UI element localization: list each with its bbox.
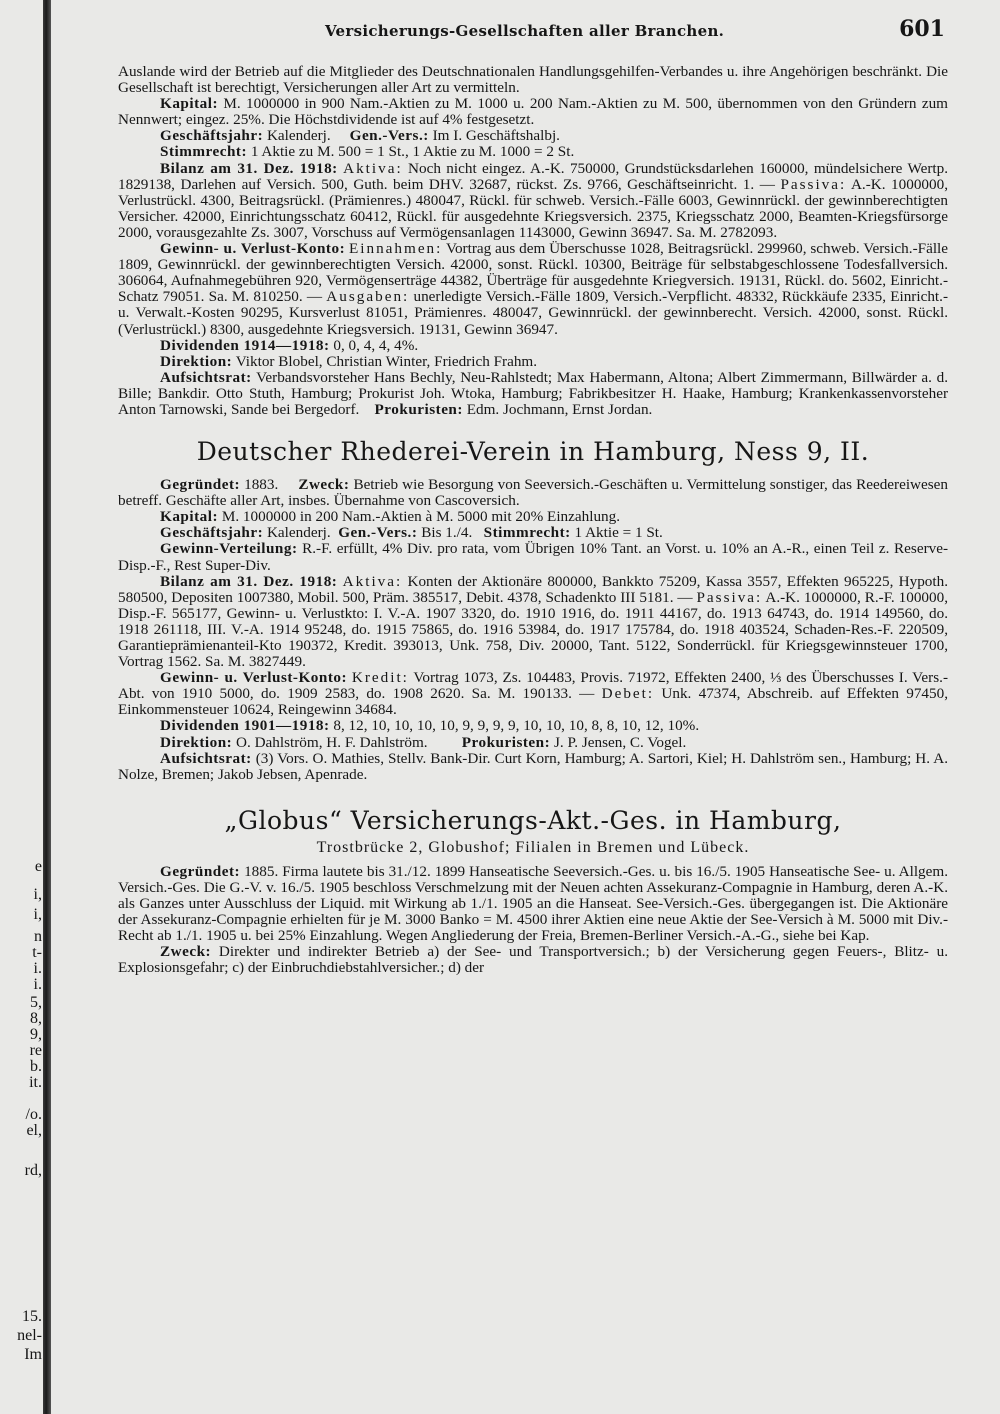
field-label: Direktion: xyxy=(160,352,233,370)
field-label: Gen.-Vers.: xyxy=(338,524,418,542)
ausgaben-label: Ausgaben: xyxy=(326,288,410,306)
field-label: Aufsichtsrat: xyxy=(160,749,252,767)
field-text: Unk. 47374, Abschreib. auf Effekten 97450, Einkommensteuer 10624, Reingewinn 34684. xyxy=(118,685,949,719)
field-text: 1885. Firma lautete bis 31./12. 1899 Hanseatische Seeversich.-Ges. u. bis 16./5. 1905 Hanseatische See- u. Allgem. Versich.-Ges. Die G.-V. v. 16./5. 1905 beschloss Verschmelzung mit der Neuen achten Assekuranz-Compagnie in Hamburg, deren A.-K. als Ganzes unter Ausschluss der Liquid. mit Wirkung ab 1./1. 1905 an die Hanseat. See-Versich.-Ges. übergegangen ist. Die Aktionäre der Assekuranz-Compagnie erhielten für je M. 3000 Banko = M. 4500 ihrer Aktien eine neue Aktie der See-Versich à M. 5000 mit Div.-Recht ab 1./1. 1905 u. bei 25% Einzahlung. Wegen Angliederung der Freia, Bremen-Berliner Versich.-A.-G., siehe bei Kap. xyxy=(118,862,949,945)
field-label: Gegründet: xyxy=(160,862,241,880)
margin-fragment: Im xyxy=(24,1346,42,1363)
margin-fragment: 9, xyxy=(30,1026,42,1043)
kapital-paragraph xyxy=(118,96,948,128)
field-text: Konten der Aktionäre 800000, Bankkto 75209, Kassa 3557, Effekten 965225, Hypoth. 580500, Depositen 1007380, Mobil. 500, Präm. 385517, Debit. 4378, Schadenkto III 5181. — xyxy=(118,572,949,606)
field-text: Direkter und indirekter Betrieb a) der See- und Transportversich.; b) der Versicherung gegen Feuers-, Blitz- u. Explosionsgefahr; c) der Einbruchdiebstahlversicher.; d) der xyxy=(118,943,948,977)
field-label: Prokuristen: xyxy=(461,733,551,751)
margin-fragment: e xyxy=(34,858,42,875)
debet-label: Debet: xyxy=(601,685,655,703)
margin-fragment: 8, xyxy=(30,1010,42,1027)
margin-fragment: n xyxy=(34,928,42,945)
field-text: 0, 0, 4, 4, 4%. xyxy=(333,336,419,354)
gegruendet-paragraph xyxy=(118,864,948,944)
gegruendet-paragraph xyxy=(118,477,948,509)
field-text: 1 Aktie = 1 St. xyxy=(574,524,663,542)
margin-fragment: i. xyxy=(33,976,42,993)
margin-fragment: re xyxy=(29,1042,42,1059)
zweck-paragraph xyxy=(118,944,948,976)
field-text: (3) Vors. O. Mathies, Stellv. Bank-Dir. Curt Korn, Hamburg; A. Sartori, Kiel; H. Dahlström sen., Hamburg; H. A. Nolze, Bremen; Jakob Jebsen, Apenrade. xyxy=(118,749,948,783)
field-label: Geschäftsjahr: xyxy=(160,127,264,145)
entry-globus xyxy=(118,807,948,977)
field-label: Aufsichtsrat: xyxy=(160,368,252,386)
field-label: Direktion: xyxy=(160,733,233,751)
field-text: Kalenderj. xyxy=(266,127,331,145)
page-spine-shadow xyxy=(43,0,51,1414)
company-address: Trostbrücke 2, Globushof; Filialen in Bremen und Lübeck. xyxy=(316,838,750,856)
geschaeftsjahr-paragraph xyxy=(118,525,948,541)
margin-fragment: i. xyxy=(33,960,42,977)
margin-fragment: 5, xyxy=(30,994,42,1011)
aufsichtsrat-paragraph xyxy=(118,370,948,418)
field-label: Stimmrecht: xyxy=(160,143,248,161)
entry-intro: Auslande wird der Betrieb auf die Mitglieder des Deutschnationalen Handlungsgehilfen-Verbandes u. ihre Angehörigen beschränkt. Die Gesellschaft ist berechtigt, Versicherungen aller Art zu vermitteln. xyxy=(118,63,948,97)
aufsichtsrat-paragraph xyxy=(118,751,948,783)
margin-fragment: i, xyxy=(33,886,42,903)
company-heading xyxy=(118,807,948,835)
field-text: Noch nicht eingez. A.-K. 750000, Grundstücksdarlehen 160000, mündelsichere Wertp. 1829138, Darlehen auf Versich. 500, Guth. beim DHV. 32687, rückst. Zs. 9766, Geschäftseinricht. 1. — xyxy=(118,159,949,193)
geschaeftsjahr-paragraph xyxy=(118,128,948,144)
field-label: Dividenden 1914—1918: xyxy=(160,336,330,354)
field-text: Im I. Geschäftshalbj. xyxy=(432,127,560,145)
field-label: Dividenden 1901—1918: xyxy=(160,717,330,735)
entry-continued xyxy=(118,64,948,418)
passiva-label: Passiva: xyxy=(696,588,763,606)
field-text: A.-K. 1000000, R.-F. 100000, Disp.-F. 565177, Gewinn- u. Verlustkto: I. V.-A. 1907 3320, do. 1910 1916, do. 1911 44167, do. 1913 64743, do. 1914 149560, do. 1918 261118, III. V.-A. 1914 95248, do. 1915 75865, do. 1916 53984, do. 1917 175784, do. 1918 403524, Schaden-Res.-F. 220509, Garantieprämienanteil-Kto 190372, Kredit. 393013, Unk. 758, Div. 20000, Tant. 5122, Sonderrückl. für Kriegsgewinnsteuer 1700, Vortrag 1562. Sa. M. 3827449. xyxy=(118,588,948,671)
margin-fragment: it. xyxy=(29,1074,42,1091)
margin-fragment: nel- xyxy=(17,1327,42,1344)
field-label: Bilanz am 31. Dez. 1918: xyxy=(160,572,338,590)
field-label: Bilanz am 31. Dez. 1918: xyxy=(160,159,338,177)
passiva-label: Passiva: xyxy=(780,175,847,193)
field-text: 1 Aktie zu M. 500 = 1 St., 1 Aktie zu M. 1000 = 2 St. xyxy=(250,143,575,161)
aktiva-label: Aktiva: xyxy=(342,572,403,590)
entry-rhederei-verein xyxy=(118,438,948,783)
bilanz-paragraph xyxy=(118,161,948,241)
field-label: Gewinn- u. Verlust-Konto: xyxy=(160,669,348,687)
direktion-paragraph xyxy=(118,735,948,751)
field-text: Vortrag aus dem Überschusse 1028, Beitragsrückl. 299960, schweb. Versich.-Fälle 1809, Gewinnrückl. der gewinnberechtigten Versich. 42000, sonst. Rückl. 10300, Beiträge für selbstabgeschlossene Todesfallversich. 306064, Aufnahmegebühren 920, Vermögenserträge 44382, Überträge für ausgedehnte Kriegversich. 19131, Rückl. do. 5602, Einricht.-Schatz 79051. Sa. M. 810250. — xyxy=(118,240,948,306)
field-label: Gegründet: xyxy=(160,476,241,494)
field-label: Prokuristen: xyxy=(374,400,463,418)
margin-fragment: t- xyxy=(32,944,42,961)
field-text: Betrieb wie Besorgung von Seeversich.-Geschäften u. Vermittelung sonstiger, das Reedereiwesen betreff. Geschäfte aller Art, insbes. Übernahme von Cascoversich. xyxy=(118,476,949,510)
field-label: Stimmrecht: xyxy=(483,524,571,542)
field-text: J. P. Jensen, C. Vogel. xyxy=(553,733,687,751)
company-name: „Globus“ Versicherungs-Akt.-Ges. in Hamburg, xyxy=(224,805,842,835)
field-text: A.-K. 1000000, Verlustrückl. 4300, Beitragsrückl. (Prämienres.) 480047, Rückl. für schweb. Versich.-Fälle 6003, Gewinnrückl. der gewinnberechtigten Versicher. 42000, Einrichtungsschatz 60412, Rückl. für ausgedehnte Kriegsversich. 2375, Kriegsschatz 2000, Beamten-Kriegsfürsorge 2000, vorausgezahlte Zs. 3007, Vorschuss auf Vermögensanlagen 1143000, Gewinn 36947. Sa. M. 2782093. xyxy=(118,175,949,241)
gewinn-verteilung-paragraph xyxy=(118,541,948,573)
gewinn-verlust-paragraph xyxy=(118,670,948,718)
dividenden-paragraph xyxy=(118,718,948,734)
field-text: Edm. Jochmann, Ernst Jordan. xyxy=(466,400,653,418)
field-text: Viktor Blobel, Christian Winter, Friedrich Frahm. xyxy=(235,352,538,370)
field-text: Bis 1./4. xyxy=(421,524,473,542)
field-text: Verbandsvorsteher Hans Bechly, Neu-Rahlstedt; Max Habermann, Altona; Albert Zimmermann, Billwärder a. d. Bille; Bankdir. Otto Stuth, Hamburg; Prokurist Joh. Wtoka, Hamburg; Fabrikbesitzer H. Haake, Hamburg; Krankenkassenvorsteher Anton Tarnowski, Sande bei Bergedorf. xyxy=(118,368,948,418)
field-text: O. Dahlström, H. F. Dahlström. xyxy=(236,733,428,751)
margin-fragment: rd, xyxy=(24,1162,42,1179)
margin-fragment: i, xyxy=(33,906,42,923)
margin-fragment: b. xyxy=(30,1058,42,1075)
field-text: unerledigte Versich.-Fälle 1809, Versich.-Verpflicht. 48332, Rückkäufe 2335, Einricht.- u. Verwalt.-Kosten 90295, Kursverlust 81051, Prämienres. 480047, Gewinnrückl. der gewinnberecht. Versich. 42000, sonst. Rückl. (Verlustrückl.) 8300, ausgedehnte Kriegsversich. 19131, Gewinn 36947. xyxy=(118,288,948,338)
stimmrecht-paragraph xyxy=(118,144,948,160)
margin-fragment: /o. xyxy=(25,1106,42,1123)
field-label: Zweck: xyxy=(298,476,350,494)
field-text: Kalenderj. xyxy=(266,524,331,542)
direktion-paragraph xyxy=(118,354,948,370)
page-header xyxy=(120,14,945,44)
dividenden-paragraph xyxy=(118,338,948,354)
aktiva-label: Aktiva: xyxy=(343,159,403,177)
company-heading xyxy=(118,438,948,466)
field-label: Geschäftsjahr: xyxy=(160,524,264,542)
field-label: Kapital: xyxy=(160,508,219,526)
field-label: Gewinn-Verteilung: xyxy=(160,540,298,558)
gewinn-verlust-paragraph xyxy=(118,241,948,338)
company-name: Deutscher Rhederei-Verein in Hamburg, xyxy=(196,437,726,467)
field-text: R.-F. erfüllt, 4% Div. pro rata, vom Übrigen 10% Tant. an Vorst. u. 10% an A.-R., einen Teil z. Reserve-Disp.-F., Rest Super-Div. xyxy=(118,540,949,574)
field-label: Gewinn- u. Verlust-Konto: xyxy=(160,240,346,258)
kapital-paragraph xyxy=(118,509,948,525)
field-text: 8, 12, 10, 10, 10, 10, 9, 9, 9, 9, 10, 10, 10, 8, 8, 10, 12, 10%. xyxy=(333,717,700,735)
page-number: 601 xyxy=(899,16,945,42)
margin-fragment: 15. xyxy=(22,1308,42,1325)
field-text: 1883. xyxy=(244,476,279,494)
page-content xyxy=(118,64,948,977)
bilanz-paragraph xyxy=(118,574,948,671)
field-text: Vortrag 1073, Zs. 104483, Provis. 71972, Effekten 2400, ⅓ des Überschusses I. Vers.-Abt. von 1910 5000, do. 1909 2583, do. 1908 2620. Sa. M. 190133. — xyxy=(118,669,948,703)
running-head: Versicherungs-Gesellschaften aller Branchen. xyxy=(325,22,725,40)
einnahmen-label: Einnahmen: xyxy=(348,240,443,258)
field-label: Gen.-Vers.: xyxy=(349,127,429,145)
field-text: M. 1000000 in 900 Nam.-Aktien zu M. 1000 u. 200 Nam.-Aktien zu M. 500, übernommen von den Gründern zum Nennwert; eingez. 25%. Die Höchstdividende ist auf 4% festgesetzt. xyxy=(118,95,948,129)
kredit-label: Kredit: xyxy=(351,669,409,687)
margin-fragment: el, xyxy=(26,1122,42,1139)
field-label: Kapital: xyxy=(160,95,219,113)
field-label: Zweck: xyxy=(160,943,212,961)
field-text: M. 1000000 in 200 Nam.-Aktien à M. 5000 mit 20% Einzahlung. xyxy=(221,508,621,526)
company-address: Ness 9, II. xyxy=(733,437,870,467)
